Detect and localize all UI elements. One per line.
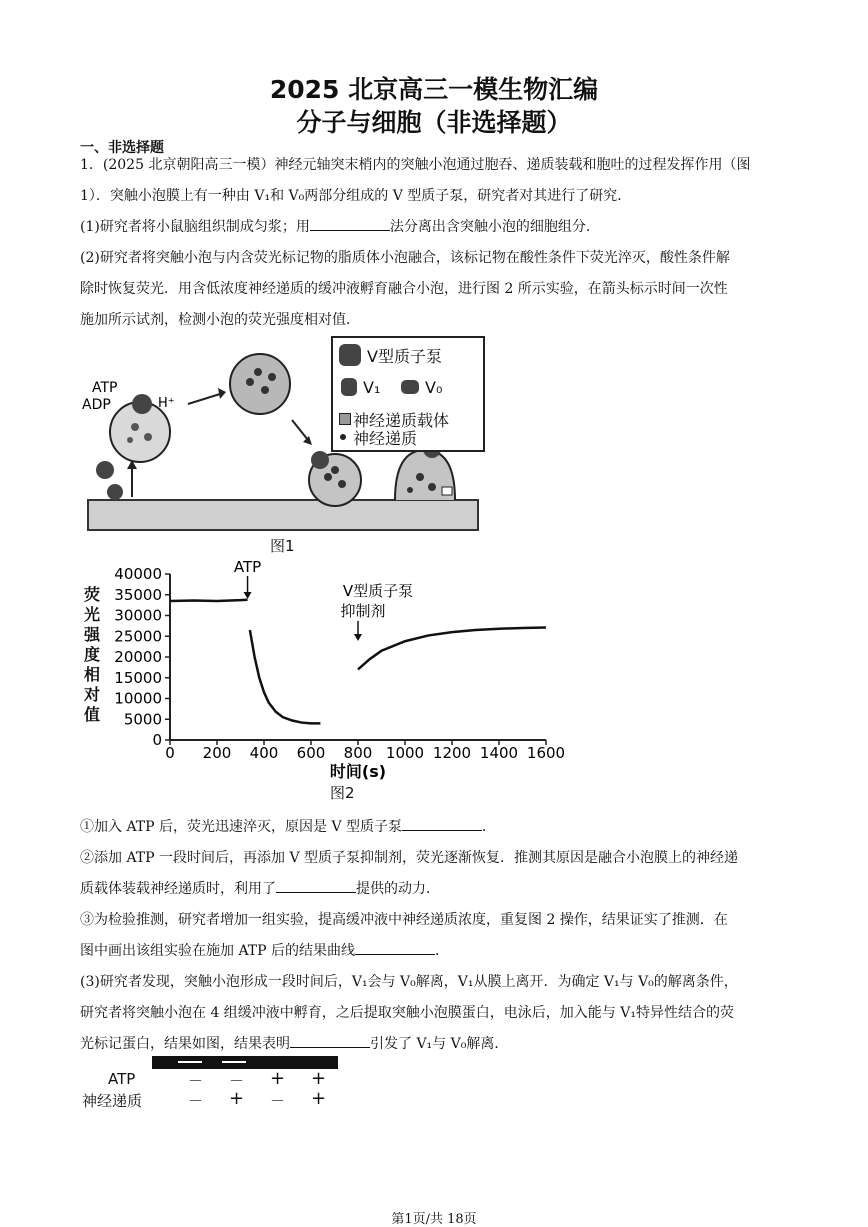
y-tick-label: 25000 <box>114 627 162 646</box>
figure2-caption: 图2 <box>330 784 355 802</box>
y-tick-label: 5000 <box>123 710 162 729</box>
ylabel-char: 值 <box>84 705 101 724</box>
gel-band-lane1 <box>178 1061 202 1063</box>
annotation-atp: ATP <box>233 560 262 576</box>
y-tick-label: 40000 <box>114 565 162 583</box>
subq3-line2 <box>80 936 792 967</box>
subq3-text-after: ． <box>435 943 450 959</box>
answer-blank-2[interactable] <box>402 816 482 831</box>
legend-pump: V型质子泵 <box>367 347 442 366</box>
part3-line2: 研究者将突触小泡在 4 组缓冲液中孵育，之后提取突触小泡膜蛋白，电泳后，加入能与 V₁特异性结合的荧 <box>80 1005 734 1021</box>
filled-vesicle <box>230 354 290 414</box>
gel-row2-lane1: － <box>188 1092 204 1110</box>
part3-text-after: 引发了 V₁与 V₀解离． <box>370 1036 509 1052</box>
annotation-atp-arrowhead <box>244 592 252 599</box>
x-axis-label: 时间(s) <box>329 762 387 781</box>
part2-line1: (2)研究者将突触小泡与内含荧光标记物的脂质体小泡融合，该标记物在酸性条件下荧光淬灭，酸性条件解 <box>80 250 730 266</box>
v0-icon <box>401 380 419 394</box>
answer-blank-1[interactable] <box>310 216 390 231</box>
membrane <box>88 500 478 530</box>
gel-row1-lane1: － <box>188 1072 204 1090</box>
part3-line1: (3)研究者发现，突触小泡形成一段时间后，V₁会与 V₀解离，V₁从膜上离开．为确定 V₁与 V₀的解离条件， <box>80 974 738 990</box>
page-title-line2: 分子与细胞（非选择题） <box>296 108 572 137</box>
x-tick-label: 1000 <box>385 744 425 762</box>
gel-row2-lane2: + <box>229 1088 245 1109</box>
x-tick-label: 800 <box>343 744 373 762</box>
subq2-text-before: 质载体装载神经递质时，利用了 <box>80 881 276 897</box>
subq2-line1: ②添加 ATP 一段时间后，再添加 V 型质子泵抑制剂，荧光逐渐恢复．推测其原因是融合小泡膜上的神经递 <box>80 850 739 866</box>
x-tick-label: 1600 <box>526 744 566 762</box>
ylabel-char: 强 <box>84 625 101 644</box>
chart-annotations <box>234 560 413 641</box>
gel-row2-label: 神经递质 <box>82 1092 143 1110</box>
ylabel-char: 相 <box>84 665 101 684</box>
label-h: H⁺ <box>158 396 175 411</box>
subq1-text-after: ． <box>482 819 497 835</box>
answer-blank-3[interactable] <box>276 878 356 893</box>
series-line-3 <box>358 628 546 670</box>
y-tick-label: 35000 <box>114 585 162 604</box>
gel-row1-lane4: + <box>311 1068 327 1089</box>
question-intro <box>80 150 792 336</box>
ylabel-char: 度 <box>84 645 101 664</box>
legend-carrier: 神经递质载体 <box>353 411 450 430</box>
figure1-caption: 图1 <box>270 537 295 555</box>
annotation-inhibitor-arrowhead <box>354 634 362 641</box>
subq1 <box>80 812 792 843</box>
section-heading: 一、非选择题 <box>80 140 164 156</box>
gel-row1-label: ATP <box>108 1070 136 1088</box>
y-tick-label: 30000 <box>114 606 162 625</box>
gel-band-lane2 <box>222 1061 246 1063</box>
label-adp: ADP <box>82 397 111 413</box>
subq1-text-before: ①加入 ATP 后，荧光迅速淬灭，原因是 V 型质子泵 <box>80 819 403 835</box>
page-footer: 第1页/共 18页 <box>391 1212 477 1227</box>
x-tick-label: 1200 <box>432 744 472 762</box>
y-tick-label: 0 <box>152 731 162 749</box>
ylabel-char: 光 <box>84 605 101 624</box>
y-tick-label: 15000 <box>114 668 162 687</box>
ylabel-char: 荧 <box>84 585 101 604</box>
subq3-line1: ③为检验推测，研究者增加一组实验，提高缓冲液中神经递质浓度，重复图 2 操作，结果证实了推测．在 <box>80 912 728 928</box>
intro-line2: 1）．突触小泡膜上有一种由 V₁和 V₀两部分组成的 V 型质子泵，研究者对其进行了研究． <box>80 188 632 204</box>
part2-line3: 施加所示试剂，检测小泡的荧光强度相对值． <box>80 312 360 328</box>
legend-v0: V₀ <box>425 378 443 397</box>
part2-line2: 除时恢复荧光．用含低浓度神经递质的缓冲液孵育融合小泡，进行图 2 所示实验，在箭头标示时间一次性 <box>80 281 728 297</box>
carrier-icon <box>339 413 351 425</box>
part1 <box>80 212 792 243</box>
ylabel-char: 对 <box>84 685 101 704</box>
v1-icon <box>96 461 114 479</box>
part3-text-before: 光标记蛋白，结果如图，结果表明 <box>80 1036 290 1052</box>
label-atp: ATP <box>92 380 118 396</box>
legend-transmitter: 神经递质 <box>353 429 418 448</box>
v1-icon <box>341 378 357 396</box>
annotation-inhibitor-line1: V型质子泵 <box>342 582 414 600</box>
series-line-1 <box>170 600 248 601</box>
part1-text-before: (1)研究者将小鼠脑组织制成匀浆；用 <box>80 219 310 235</box>
gel-row1-lane3: + <box>270 1068 286 1089</box>
answer-blank-4[interactable] <box>355 940 435 955</box>
transmitter-icon <box>340 434 346 440</box>
x-tick-label: 0 <box>165 744 175 762</box>
x-tick-label: 600 <box>296 744 326 762</box>
v-pump-icon <box>339 344 361 366</box>
subq3-text-before: 图中画出该组实验在施加 ATP 后的结果曲线 <box>80 943 356 959</box>
sub-questions <box>80 812 792 1060</box>
figure1-legend <box>331 336 485 452</box>
gel-row2-lane3: － <box>270 1092 286 1110</box>
figure2-chart <box>100 560 580 785</box>
subq2-text-after: 提供的动力． <box>356 881 440 897</box>
annotation-inhibitor-line2: 抑制剂 <box>340 602 386 620</box>
intro-line1: 1．(2025 北京朝阳高三一模）神经元轴突末梢内的突触小泡通过胞吞、递质装载和胞吐的过程发挥作用（图 <box>80 157 751 173</box>
part1-text-after: 法分离出含突触小泡的细胞组分． <box>389 219 600 235</box>
y-tick-label: 10000 <box>114 689 162 708</box>
y-tick-label: 20000 <box>114 648 162 666</box>
page-title-line1: 2025 北京高三一模生物汇编 <box>269 75 599 104</box>
answer-blank-5[interactable] <box>290 1033 370 1048</box>
x-tick-label: 200 <box>202 744 232 762</box>
x-tick-label: 400 <box>249 744 279 762</box>
x-tick-label: 1400 <box>479 744 519 762</box>
v-pump-icon <box>132 394 152 414</box>
subq2-line2 <box>80 874 792 905</box>
gel-row1-lane2: － <box>229 1072 245 1090</box>
legend-v1: V₁ <box>363 378 381 397</box>
series-line-2 <box>250 630 321 723</box>
v0-icon <box>107 484 123 500</box>
gel-row2-lane4: + <box>311 1088 327 1109</box>
chart-axes <box>114 565 565 781</box>
